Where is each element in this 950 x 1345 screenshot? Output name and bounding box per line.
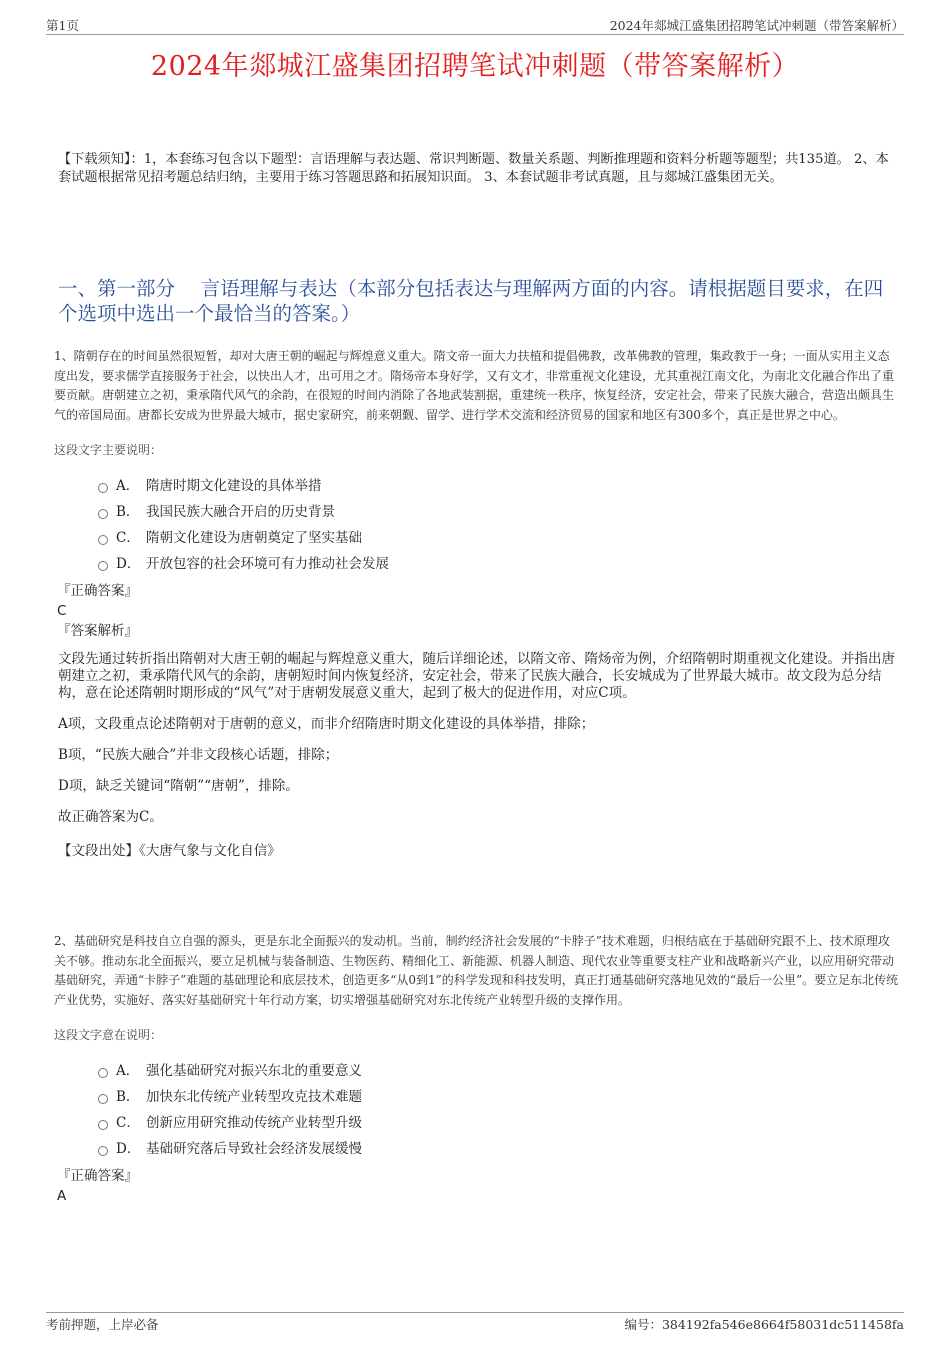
analysis-label: 『答案解析』 <box>57 623 138 639</box>
analysis-paragraph: 故正确答案为C。 <box>58 809 163 825</box>
question-passage: 2、基础研究是科技自立自强的源头，更是东北全面振兴的发动机。当前，制约经济社会发展的“卡脖子”技术难题，归根结底在于基础研究跟不上、技术原理攻关不够。推动东北全面振兴，要立足机械与装备制造、生物医药、精细化工、新能源、机器人制造、现代农业等重要支柱产业和战略新兴产业，以应用研究带动基础研究，弄通“卡脖子”难题的基础理论和底层技术，创造更多“从0到1”的科学发现和科技发明，真正打通基础研究落地见效的“最后一公里”。要立足东北传统产业优势，实施好、落实好基础研究十年行动方案，切实增强基础研究对东北传统产业转型升级的支撑作用。 <box>54 934 899 1007</box>
answer-label: 『正确答案』 <box>57 1168 138 1184</box>
document-id: 编号：384192fa546e8664f58031dc511458fa <box>624 1317 904 1332</box>
document-title: 2024年郯城江盛集团招聘笔试冲刺题（带答案解析） <box>150 51 800 82</box>
option-list <box>54 1058 900 1162</box>
option-letter: B． <box>116 504 140 520</box>
option-letter: D． <box>116 1141 141 1157</box>
option-text: 基础研究落后导致社会经济发展缓慢 <box>146 1141 362 1157</box>
option-letter: D． <box>116 556 141 572</box>
question-passage: 1、隋朝存在的时间虽然很短暂，却对大唐王朝的崛起与辉煌意义重大。隋文帝一面大力扶植和提倡佛教，改革佛教的管理，集政教于一身；一面从实用主义态度出发，要求儒学直接服务于社会，以快出人才，出可用之才。隋炀帝本身好学，又有文才，非常重视文化建设，尤其重视江南文化，为南北文化融合作出了重要贡献。唐朝建立之初，秉承隋代风气的余韵，在很短的时间内消除了各地武装割据，重建统一秩序，恢复经济，安定社会，带来了民族大融合，营造出颇具生气的帝国局面。唐都长安成为世界最大城市，据史家研究，前来朝觐、留学、进行学术交流和经济贸易的国家和地区有300多个，真正是世界之中心。 <box>54 349 895 422</box>
option-letter: C． <box>116 1115 140 1131</box>
analysis-paragraph: A项，文段重点论述隋朝对于唐朝的意义，而非介绍隋唐时期文化建设的具体举措，排除； <box>58 716 595 732</box>
page-header <box>46 14 904 35</box>
radio-icon[interactable] <box>98 1094 108 1104</box>
question-1 <box>54 347 900 859</box>
option-letter: B． <box>116 1089 140 1105</box>
page-footer <box>46 1312 904 1335</box>
page-number: 第1页 <box>46 18 79 33</box>
option-b[interactable] <box>54 1084 900 1110</box>
option-d[interactable] <box>54 1136 900 1162</box>
option-text: 我国民族大融合开启的历史背景 <box>146 504 335 520</box>
answer-label: 『正确答案』 <box>57 583 138 599</box>
correct-answer: A <box>57 1188 67 1204</box>
radio-icon[interactable] <box>98 483 108 493</box>
question-prompt: 这段文字主要说明： <box>54 443 163 457</box>
answer-analysis <box>58 651 900 826</box>
correct-answer: C <box>57 603 67 619</box>
option-a[interactable] <box>54 1058 900 1084</box>
analysis-paragraph: D项，缺乏关键词“隋朝”“唐朝”，排除。 <box>58 778 299 794</box>
radio-icon[interactable] <box>98 535 108 545</box>
option-a[interactable] <box>54 473 900 499</box>
radio-icon[interactable] <box>98 1120 108 1130</box>
option-c[interactable] <box>54 525 900 551</box>
header-title: 2024年郯城江盛集团招聘笔试冲刺题（带答案解析） <box>609 18 904 33</box>
footer-slogan: 考前押题，上岸必备 <box>46 1317 159 1332</box>
question-2 <box>54 932 900 1206</box>
radio-icon[interactable] <box>98 1146 108 1156</box>
option-text: 强化基础研究对振兴东北的重要意义 <box>146 1063 362 1079</box>
analysis-paragraph: B项，“民族大融合”并非文段核心话题，排除； <box>58 747 339 763</box>
radio-icon[interactable] <box>98 1068 108 1078</box>
option-letter: A． <box>116 478 140 494</box>
radio-icon[interactable] <box>98 561 108 571</box>
download-notice: 【下载须知】：1，本套练习包含以下题型：言语理解与表达题、常识判断题、数量关系题、判断推理题和资料分析题等题型；共135道。 2、本套试题根据常见招考题总结归纳，主要用于练习答题思路和拓展知识面。 3、本套试题非考试真题，且与郯城江盛集团无关。 <box>58 152 889 185</box>
option-list <box>54 473 900 577</box>
option-letter: C． <box>116 530 140 546</box>
option-text: 创新应用研究推动传统产业转型升级 <box>146 1115 362 1131</box>
option-text: 开放包容的社会环境可有力推动社会发展 <box>146 556 389 572</box>
option-d[interactable] <box>54 551 900 577</box>
radio-icon[interactable] <box>98 509 108 519</box>
section-title: 一、第一部分 言语理解与表达（本部分包括表达与理解两方面的内容。请根据题目要求，在四个选项中选出一个最恰当的答案。） <box>58 277 884 325</box>
analysis-paragraph: 文段先通过转折指出隋朝对大唐王朝的崛起与辉煌意义重大，随后详细论述，以隋文帝、隋炀帝为例，介绍隋朝时期重视文化建设。并指出唐朝建立之初，秉承隋代风气的余韵，唐朝短时间内恢复经济，安定社会，带来了民族大融合，长安城成为了世界最大城市。故文段为总分结构，意在论述隋朝时期形成的“风气”对于唐朝发展意义重大，起到了极大的促进作用，对应C项。 <box>58 651 895 701</box>
option-text: 隋唐时期文化建设的具体举措 <box>146 478 322 494</box>
option-text: 隋朝文化建设为唐朝奠定了坚实基础 <box>146 530 362 546</box>
option-b[interactable] <box>54 499 900 525</box>
passage-source: 【文段出处】《大唐气象与文化自信》 <box>58 843 281 859</box>
option-c[interactable] <box>54 1110 900 1136</box>
option-text: 加快东北传统产业转型攻克技术难题 <box>146 1089 362 1105</box>
option-letter: A． <box>116 1063 140 1079</box>
question-prompt: 这段文字意在说明： <box>54 1028 163 1042</box>
